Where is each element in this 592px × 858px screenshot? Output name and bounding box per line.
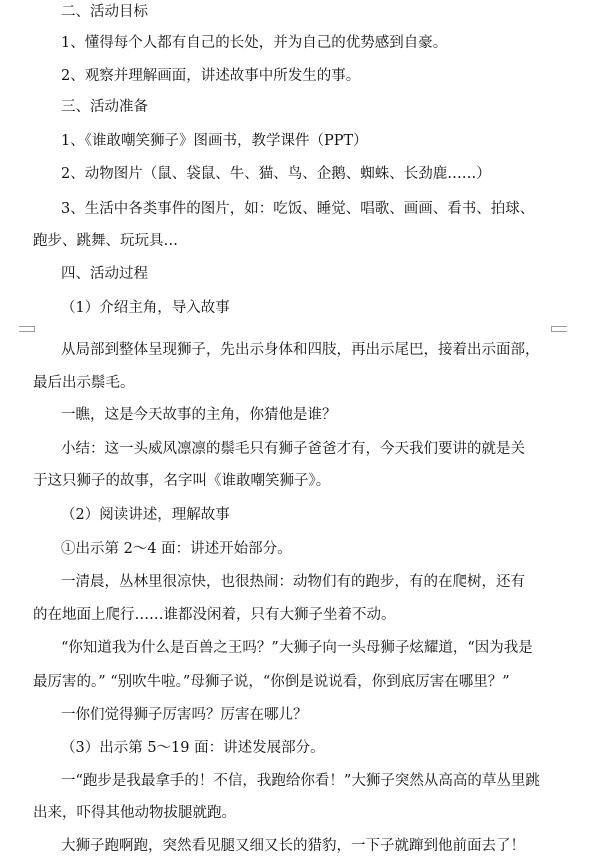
prep-item-3: 3、生活中各类事件的图片，如：吃饭、睡觉、唱歌、画画、看书、拍球、 (61, 201, 535, 217)
step-heading-2: （2）阅读讲述，理解故事 (61, 507, 230, 523)
section-heading-process: 四、活动过程 (61, 266, 148, 282)
paragraph-line: 的在地面上爬行……谁都没闲着，只有大狮子坐着不动。 (33, 607, 396, 623)
goal-item-1: 1、懂得每个人都有自己的长处，并为自己的优势感到自豪。 (61, 35, 448, 51)
paragraph-line: 一清晨，丛林里很凉快，也很热闹：动物们有的跑步，有的在爬树，还有 (61, 574, 525, 590)
page-break-marker-left (19, 326, 35, 332)
goal-item-2: 2、观察并理解画面，讲述故事中所发生的事。 (61, 68, 361, 84)
summary-line: 于这只狮子的故事，名字叫《谁敢嘲笑狮子》。 (33, 473, 331, 489)
section-heading-preparation: 三、活动准备 (61, 99, 148, 115)
dialogue-line: 一“跑步是我最拿手的！不信，我跑给你看！”大狮子突然从高高的草丛里跳 (61, 773, 540, 789)
page-break-marker-right (551, 326, 567, 332)
prep-item-1: 1、《谁敢嘲笑狮子》图画书，教学课件（PPT） (61, 133, 368, 149)
question-line: 一你们觉得狮子厉害吗？厉害在哪儿？ (61, 707, 308, 723)
dialogue-line: “你知道我为什么是百兽之王吗？”大狮子向一头母狮子炫耀道，“因为我是 (61, 640, 533, 656)
paragraph-line: 从局部到整体呈现狮子，先出示身体和四肢，再出示尾巴，接着出示面部， (61, 342, 540, 358)
step-heading-1: （1）介绍主角，导入故事 (61, 300, 230, 316)
step-heading-3: （3）出示第 5～19 面：讲述发展部分。 (61, 740, 325, 756)
sub-step-line: ①出示第 2～4 面：讲述开始部分。 (61, 541, 292, 557)
paragraph-line: 一瞧，这是今天故事的主角，你猜他是谁？ (61, 407, 337, 423)
section-heading-goals: 二、活动目标 (61, 4, 148, 20)
paragraph-line: 大狮子跑啊跑，突然看见腿又细又长的猎豹，一下子就蹿到他前面去了！ (61, 838, 525, 854)
dialogue-line: 最厉害的。” “别吹牛啦。”母狮子说，“你倒是说说看，你到底厉害在哪里？” (33, 674, 510, 690)
paragraph-line: 出来，吓得其他动物拔腿就跑。 (33, 805, 236, 821)
summary-line: 小结：这一头威风凛凛的鬃毛只有狮子爸爸才有，今天我们要讲的就是关 (61, 441, 525, 457)
prep-item-3-continued: 跑步、跳舞、玩玩具… (33, 233, 178, 249)
prep-item-2: 2、动物图片（鼠、袋鼠、牛、猫、鸟、企鹅、蜘蛛、长劲鹿……） (61, 166, 491, 182)
paragraph-line: 最后出示鬃毛。 (33, 375, 135, 391)
